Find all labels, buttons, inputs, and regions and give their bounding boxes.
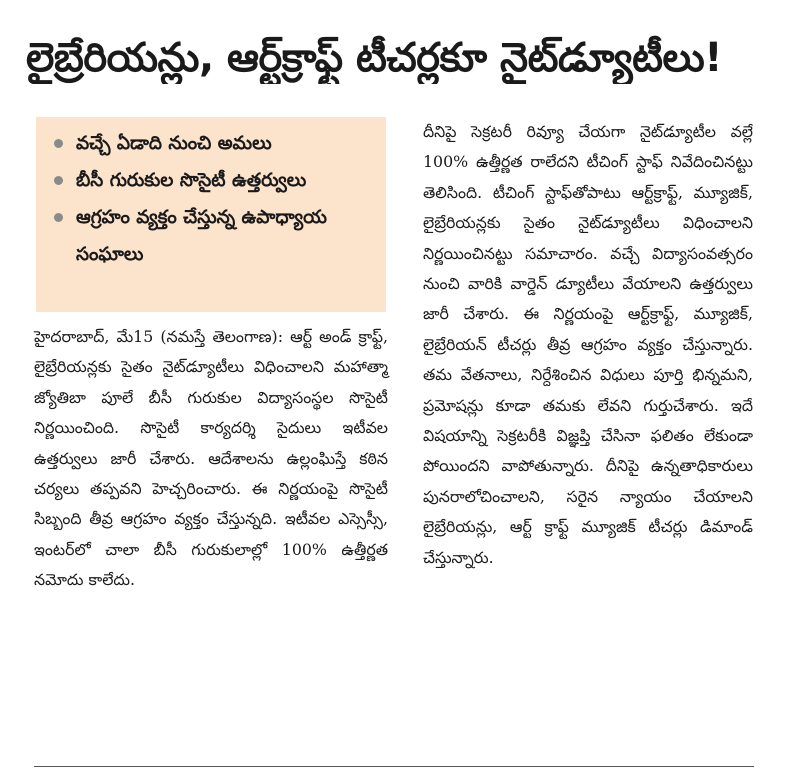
article-body-right: దీనిపై సెక్రటరీ రివ్యూ చేయగా నైట్‌డ్యూటీల వల్లే 100% ఉత్తీర్ణత రాలేదని టీచింగ్ స్టాఫ్ నివేదించినట్టు తెలిసింది. టీచింగ్ స్టాఫ్‌తోపాటు ఆర్ట్‌క్రాఫ్ట్, మ్యూజిక్, లైబ్రేరియన్లకు సైతం నైట్‌డ్యూటీలు విధించాలని నిర్ణయించినట్టు సమాచారం. వచ్చే విద్యాసంవత్సరం నుంచి వారికి వార్డెన్ డ్యూటీలు వేయాలని ఉత్తర్వులు జారీ చేశారు. ఈ నిర్ణయంపై ఆర్ట్‌క్రాఫ్ట్, మ్యూజిక్, లైబ్రేరియన్ టీచర్లు తీవ్ర ఆగ్రహం వ్యక్తం చేస్తున్నారు. తమ వేతనాలు, నిర్దేశించిన విధులు పూర్తి భిన్నమని, ప్రమోషన్లు కూడా తమకు లేవని గుర్తుచేశారు. ఇదే విషయాన్ని సెక్రటరీకి విజ్ఞప్తి చేసినా ఫలితం లేకుండా పోయిందని వాపోతున్నారు. దీనిపై ఉన్నతాధికారులు పునరాలోచించాలని, సరైన న్యాయం చేయాలని లైబ్రేరియన్లు, ఆర్ట్ క్రాఫ్ట్ మ్యూజిక్ టీచర్లు డిమాండ్ చేస్తున్నారు.: [423, 122, 753, 567]
highlights-box: [36, 117, 386, 312]
bottom-divider: [34, 766, 754, 767]
highlight-text: వచ్చే ఏడాది నుంచి అమలు: [76, 133, 272, 154]
bullet-icon: [54, 213, 63, 222]
highlight-item: [50, 199, 376, 273]
bullet-icon: [54, 176, 63, 185]
highlight-item: [50, 125, 376, 162]
highlight-text: బీసీ గురుకుల సొసైటీ ఉత్తర్వులు: [76, 170, 307, 191]
highlights-list: [50, 125, 376, 273]
highlight-text: ఆగ్రహం వ్యక్తం చేస్తున్న ఉపాధ్యాయ సంఘాలు: [76, 207, 327, 265]
highlight-item: [50, 162, 376, 199]
article-body-left: హైదరాబాద్, మే15 (నమస్తే తెలంగాణ): ఆర్ట్ అండ్ క్రాఫ్ట్, లైబ్రేరియన్లకు సైతం నైట్‌డ్యూటీలు విధించాలని మహాత్మా జ్యోతిబా పూలే బీసీ గురుకుల విద్యాసంస్థల సొసైటీ నిర్ణయించింది. సొసైటీ కార్యదర్శి సైదులు ఇటీవల ఉత్తర్వులు జారీ చేశారు. ఆదేశాలను ఉల్లంఘిస్తే కఠిన చర్యలు తప్పవని హెచ్చరించారు. ఈ నిర్ణయంపై సొసైటీ సిబ్బంది తీవ్ర ఆగ్రహం వ్యక్తం చేస్తున్నది. ఇటీవల ఎస్సెస్సీ, ఇంటర్‌లో చాలా బీసీ గురుకులాల్లో 100% ఉత్తీర్ణత నమోదు కాలేదు.: [34, 327, 388, 590]
headline: లైబ్రేరియన్లు, ఆర్ట్‌క్రాఫ్ట్ టీచర్లకూ నైట్‌డ్యూటీలు!: [26, 35, 722, 81]
bullet-icon: [54, 139, 63, 148]
